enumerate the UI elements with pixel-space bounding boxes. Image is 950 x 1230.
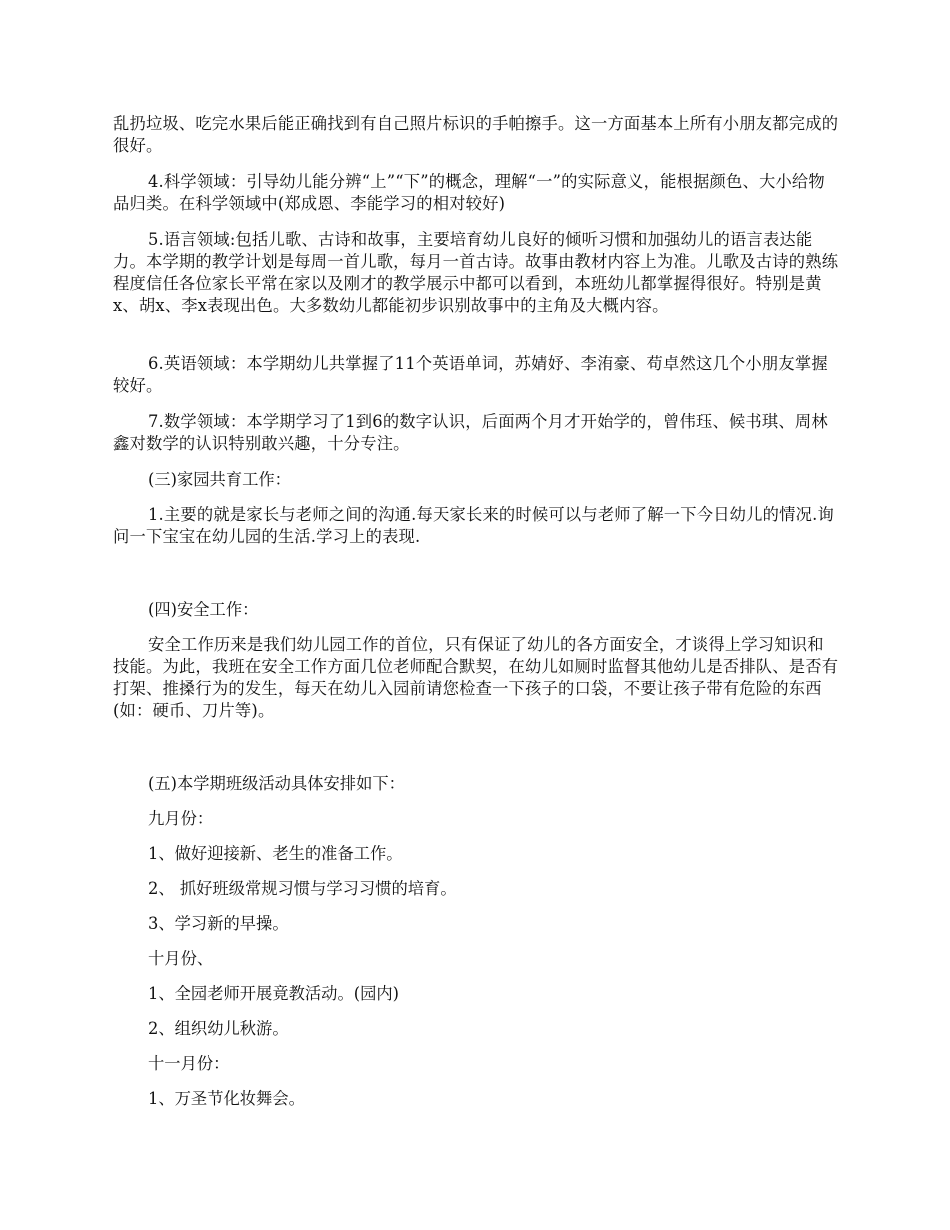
paragraph-math: 7.数学领域：本学期学习了1到6的数字认识，后面两个月才开始学的，曾伟珏、候书琪、周林鑫对数学的认识特别敢兴趣，十分专注。 (113, 412, 828, 453)
list-item: 3、学习新的早操。 (148, 914, 289, 933)
month-november: 十一月份： (148, 1054, 230, 1073)
list-item: 1、万圣节化妆舞会。 (148, 1089, 305, 1108)
paragraph-science: 4.科学领域：引导幼儿能分辨“上”“下”的概念，理解“一”的实际意义，能根据颜色、大小给物品归类。在科学领域中(郑成恩、李能学习的相对较好) (113, 172, 825, 213)
paragraph-hygiene-continued: 乱扔垃圾、吃完水果后能正确找到有自己照片标识的手帕擦手。这一方面基本上所有小朋友都完成的很好。 (113, 114, 839, 155)
paragraph-communication: 1.主要的就是家长与老师之间的沟通.每天家长来的时候可以与老师了解一下今日幼儿的情况.询问一下宝宝在幼儿园的生活.学习上的表现. (113, 505, 834, 546)
heading-activities: (五)本学期班级活动具体安排如下： (148, 774, 405, 793)
list-item: 2、组织幼儿秋游。 (148, 1019, 289, 1038)
paragraph-language: 5.语言领域:包括儿歌、古诗和故事，主要培育幼儿良好的倾听习惯和加强幼儿的语言表达能力。本学期的教学计划是每周一首儿歌，每月一首古诗。故事由教材内容上为准。儿歌及古诗的熟练程度信任各位家长平常在家以及刚才的教学展示中都可以看到，本班幼儿都掌握得很好。特别是黄x、胡x、李x表现出色。大多数幼儿都能初步识别故事中的主角及大概内容。 (113, 230, 839, 315)
paragraph-safety: 安全工作历来是我们幼儿园工作的首位，只有保证了幼儿的各方面安全，才谈得上学习知识和技能。为此，我班在安全工作方面几位老师配合默契，在幼儿如厕时监督其他幼儿是否排队、是否有打架、推搡行为的发生，每天在幼儿入园前请您检查一下孩子的口袋，不要让孩子带有危险的东西(如：硬币、刀片等)。 (113, 635, 839, 720)
heading-safety: (四)安全工作： (148, 600, 259, 619)
list-item: 2、 抓好班级常规习惯与学习习惯的培育。 (148, 879, 457, 898)
month-september: 九月份： (148, 809, 214, 828)
month-october: 十月份、 (148, 949, 214, 968)
heading-home-school: (三)家园共育工作： (148, 470, 291, 489)
list-item: 1、做好迎接新、老生的准备工作。 (148, 844, 403, 863)
list-item: 1、全园老师开展竟教活动。(园内) (148, 984, 400, 1003)
paragraph-english: 6.英语领域：本学期幼儿共掌握了11个英语单词，苏婧妤、李洧豪、苟卓然这几个小朋友掌握较好。 (113, 354, 828, 395)
